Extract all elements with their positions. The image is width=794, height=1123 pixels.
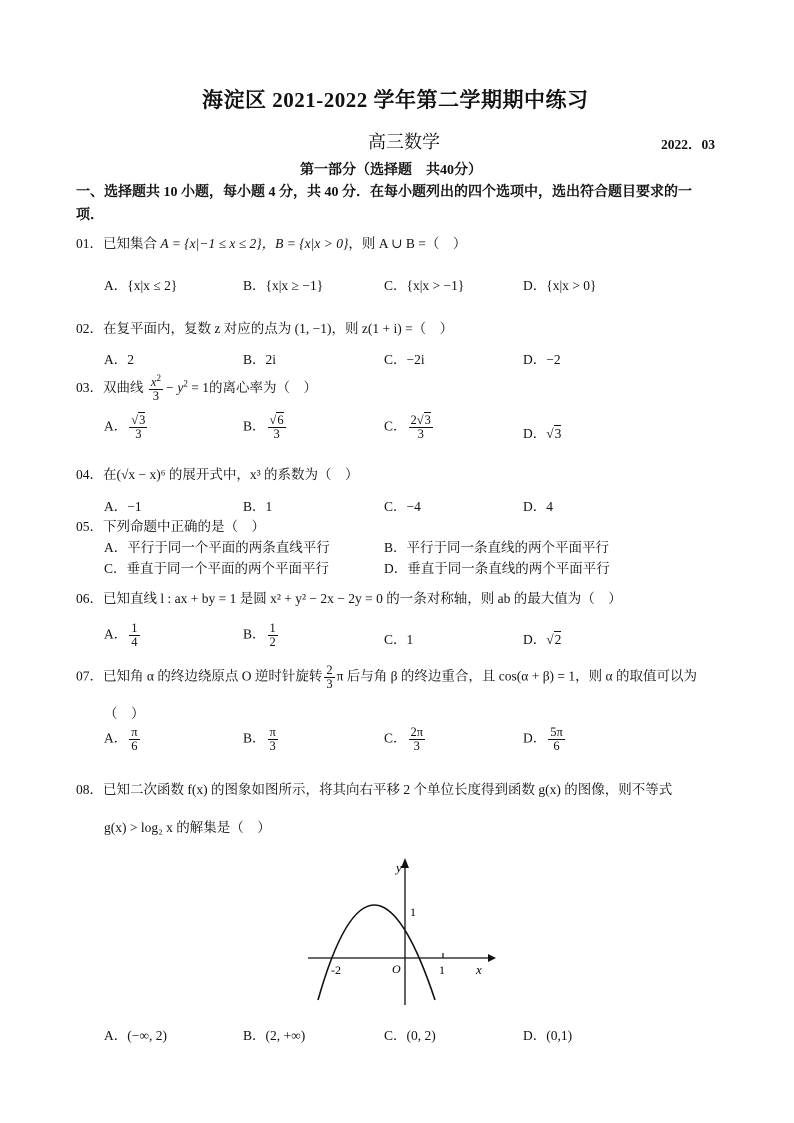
question-8-option-b[interactable]: B．(2, +∞) (243, 1028, 306, 1043)
exam-title: 海淀区 2021-2022 学年第二学期期中练习 (202, 88, 589, 112)
question-8-option-a[interactable]: A．(−∞, 2) (104, 1028, 167, 1043)
question-3-option-d[interactable]: D．√3 (523, 426, 562, 441)
question-1-option-a[interactable]: A．{x|x ≤ 2} (104, 278, 178, 293)
question-2-stem: 02．在复平面内，复数 z 对应的点为 (1, −1)，则 z(1 + i) =（ ） (76, 321, 454, 336)
question-7-stem: 07．已知角 α 的终边绕原点 O 逆时针旋转 $\frac{2}{3}$ π 后与角 β 的终边重合，且 cos(α + β) = 1，则 α 的取值可以为 (76, 663, 697, 692)
question-1-option-c[interactable]: C．{x|x > −1} (384, 278, 465, 293)
instructions-line-1: 一、选择题共 10 小题，每小题 4 分，共 40 分．在每小题列出的四个选项中，选出符合题目要求的一 (76, 185, 692, 200)
question-1-stem: 01．已知集合 A = {x|−1 ≤ x ≤ 2}，B = {x|x > 0}，则 A ∪ B =（ ） (76, 236, 467, 251)
question-4-option-a[interactable]: A．−1 (104, 499, 142, 514)
x-tick-1-label: 1 (439, 963, 445, 977)
exam-subject: 高三数学 (368, 132, 440, 152)
parabola-graph (300, 850, 500, 1010)
question-6-option-b[interactable]: B． $\frac{1}{2}$ (243, 621, 276, 650)
y-axis-arrow (401, 858, 409, 868)
question-6-option-d[interactable]: D．√2 (523, 632, 562, 647)
question-8-stem-line-2: g(x) > log₂ x 的解集是（ ） (104, 820, 271, 835)
question-1-option-d[interactable]: D．{x|x > 0} (523, 278, 597, 293)
question-6-option-c[interactable]: C．1 (384, 632, 414, 647)
question-5-option-a[interactable]: A．平行于同一个平面的两条直线平行 (104, 540, 330, 555)
y-axis-label: y (396, 860, 402, 875)
x-axis-arrow (488, 954, 496, 962)
question-7-option-d[interactable]: D． $\frac{5\pi}{6}$ (523, 725, 563, 754)
part-heading: 第一部分（选择题 共40分） (300, 163, 482, 178)
question-7-paren: （ ） (104, 706, 145, 721)
question-5-option-b[interactable]: B．平行于同一条直线的两个平面平行 (384, 540, 610, 555)
question-5-option-d[interactable]: D．垂直于同一条直线的两个平面平行 (384, 561, 610, 576)
question-7-option-a[interactable]: A． $\frac{\pi}{6}$ (104, 725, 138, 754)
question-3-option-a[interactable]: A． $\frac{√3}{3}$ (104, 413, 146, 442)
x-intercept-neg2-label: -2 (331, 963, 341, 977)
origin-label: O (392, 962, 401, 976)
question-2-option-d[interactable]: D．−2 (523, 352, 561, 367)
instructions-line-2: 项． (76, 208, 104, 223)
question-3-option-c[interactable]: C． $\frac{2√3}{3}$ (384, 413, 431, 442)
question-2-option-b[interactable]: B．2i (243, 352, 277, 367)
question-4-option-c[interactable]: C．−4 (384, 499, 421, 514)
question-3-stem: 03．双曲线 $\frac{x^2}{3}$ − $y^2 = 1$的离心率为（ ） (76, 373, 318, 404)
question-2-option-a[interactable]: A．2 (104, 352, 134, 367)
question-4-option-b[interactable]: B．1 (243, 499, 273, 514)
question-1-option-b[interactable]: B．{x|x ≥ −1} (243, 278, 324, 293)
question-4-option-d[interactable]: D．4 (523, 499, 553, 514)
question-8-option-c[interactable]: C．(0, 2) (384, 1028, 436, 1043)
question-8-stem: 08．已知二次函数 f(x) 的图象如图所示，将其向右平移 2 个单位长度得到函数 g(x) 的图像，则不等式 (76, 782, 673, 797)
x-axis-label: x (476, 962, 482, 977)
y-intercept-label: 1 (410, 905, 416, 919)
question-6-stem: 06．已知直线 l : ax + by = 1 是圆 x² + y² − 2x − 2y = 0 的一条对称轴，则 ab 的最大值为（ ） (76, 591, 622, 606)
question-4-stem: 04．在(√x − x)⁶ 的展开式中，x³ 的系数为（ ） (76, 467, 359, 482)
question-2-option-c[interactable]: C．−2i (384, 352, 425, 367)
question-5-option-c[interactable]: C．垂直于同一个平面的两个平面平行 (104, 561, 330, 576)
q3-fraction: $\frac{x^2}{3}$ (150, 373, 161, 404)
exam-date: 2022．03 (661, 137, 715, 152)
parabola-curve (318, 905, 435, 1000)
question-7-option-c[interactable]: C． $\frac{2\pi}{3}$ (384, 725, 424, 754)
question-8-option-d[interactable]: D．(0,1) (523, 1028, 573, 1043)
question-5-stem: 05．下列命题中正确的是（ ） (76, 519, 265, 534)
question-3-option-b[interactable]: B． $\frac{√6}{3}$ (243, 413, 284, 442)
question-7-option-b[interactable]: B． $\frac{\pi}{3}$ (243, 725, 276, 754)
question-6-option-a[interactable]: A． $\frac{1}{4}$ (104, 621, 138, 650)
